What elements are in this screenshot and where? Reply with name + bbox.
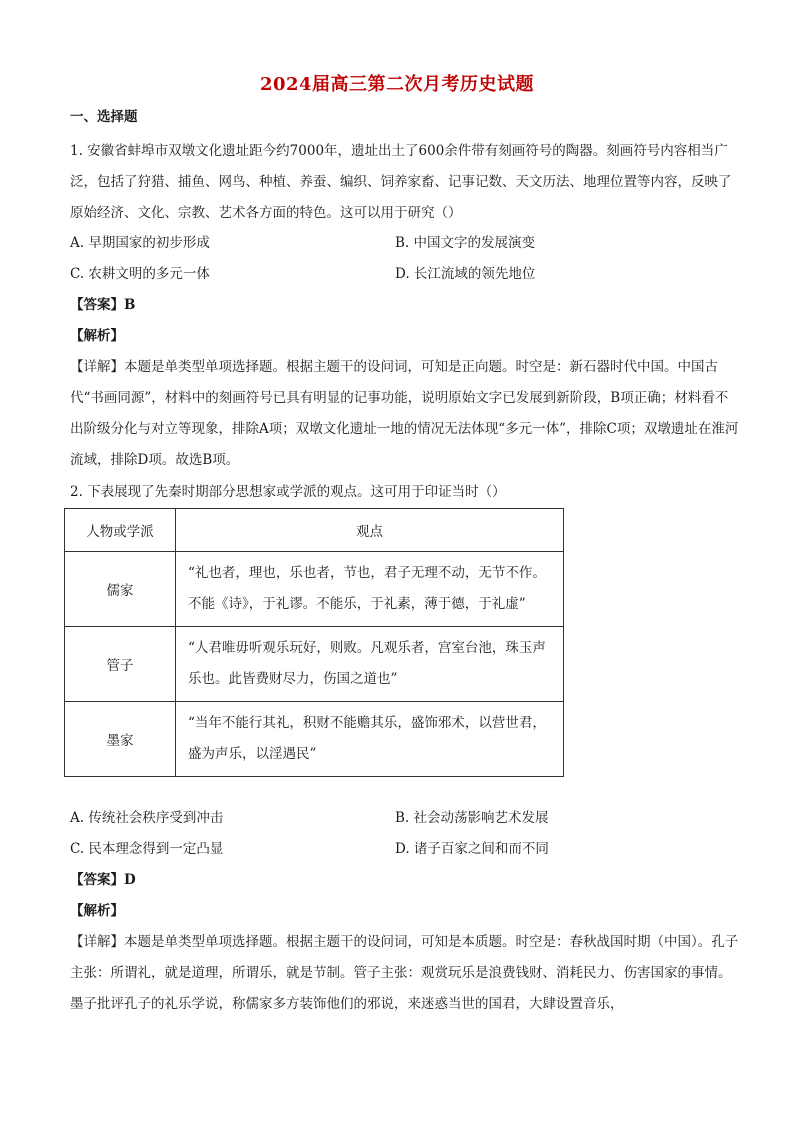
table-row xyxy=(65,627,564,702)
question-1-options xyxy=(70,228,740,290)
option-c: C. 民本理念得到一定凸显 xyxy=(70,841,224,857)
table-cell-view: “人君唯毋听观乐玩好，则败。凡观乐者，宫室台池，珠玉声乐也。此皆费财尽力，伤国之道也” xyxy=(176,627,564,702)
option-d: D. 长江流域的领先地位 xyxy=(395,266,536,282)
option-b: B. 社会动荡影响艺术发展 xyxy=(395,810,549,826)
table-cell-view: “当年不能行其礼，积财不能赡其乐，盛饰邪术，以营世君，盛为声乐，以淫遇民” xyxy=(176,702,564,777)
option-a: A. 早期国家的初步形成 xyxy=(70,235,210,251)
option-d: D. 诸子百家之间和而不同 xyxy=(395,841,549,857)
option-b: B. 中国文字的发展演变 xyxy=(395,235,536,251)
table-header-who: 人物或学派 xyxy=(65,509,176,552)
viewpoints-table xyxy=(64,508,564,777)
table-header-view: 观点 xyxy=(176,509,564,552)
question-1-answer: 【答案】B xyxy=(70,297,136,313)
page-title: 2024届高三第二次月考历史试题 xyxy=(259,74,535,95)
table-row xyxy=(65,702,564,777)
question-2-detail: 【详解】本题是单类型单项选择题。根据主题干的设问词，可知是本质题。时空是：春秋战国时期（中国）。孔子主张：所谓礼，就是道理，所谓乐，就是节制。管子主张：观赏玩乐是浪费钱财、消耗民力、伤害国家的事情。墨子批评孔子的礼乐学说，称儒家多方装饰他们的邪说，来迷惑当世的国君，大肆设置音乐， xyxy=(70,934,739,1012)
table-header-row xyxy=(65,509,564,552)
question-2-answer: 【答案】D xyxy=(70,872,136,888)
question-1-analysis-label: 【解析】 xyxy=(70,328,124,344)
option-c: C. 农耕文明的多元一体 xyxy=(70,266,210,282)
table-cell-who: 儒家 xyxy=(65,552,176,627)
option-a: A. 传统社会秩序受到冲击 xyxy=(70,810,224,826)
table-row xyxy=(65,552,564,627)
table-cell-view: “礼也者，理也，乐也者，节也，君子无理不动，无节不作。不能《诗》，于礼谬。不能乐，于礼素，薄于德，于礼虚” xyxy=(176,552,564,627)
section-heading: 一、选择题 xyxy=(70,109,138,125)
table-cell-who: 管子 xyxy=(65,627,176,702)
question-1-detail: 【详解】本题是单类型单项选择题。根据主题干的设问词，可知是正向题。时空是：新石器时代中国。中国古代“书画同源”，材料中的刻画符号已具有明显的记事功能，说明原始文字已发展到新阶段，B项正确；材料看不出阶级分化与对立等现象，排除A项；双墩文化遗址一地的情况无法体现“多元一体”，排除C项；双墩遗址在淮河流域，排除D项。故选B项。 xyxy=(70,359,739,468)
question-1-stem: 1. 安徽省蚌埠市双墩文化遗址距今约7000年，遗址出土了600余件带有刻画符号的陶器。刻画符号内容相当广泛，包括了狩猎、捕鱼、网鸟、种植、养蚕、编织、饲养家畜、记事记数、天文历法、地理位置等内容，反映了原始经济、文化、宗教、艺术各方面的特色。这可以用于研究（） xyxy=(70,143,732,221)
question-2-stem: 2. 下表展现了先秦时期部分思想家或学派的观点。这可用于印证当时（） xyxy=(70,484,506,500)
table-cell-who: 墨家 xyxy=(65,702,176,777)
question-2-options xyxy=(70,803,740,865)
question-2-analysis-label: 【解析】 xyxy=(70,903,124,919)
